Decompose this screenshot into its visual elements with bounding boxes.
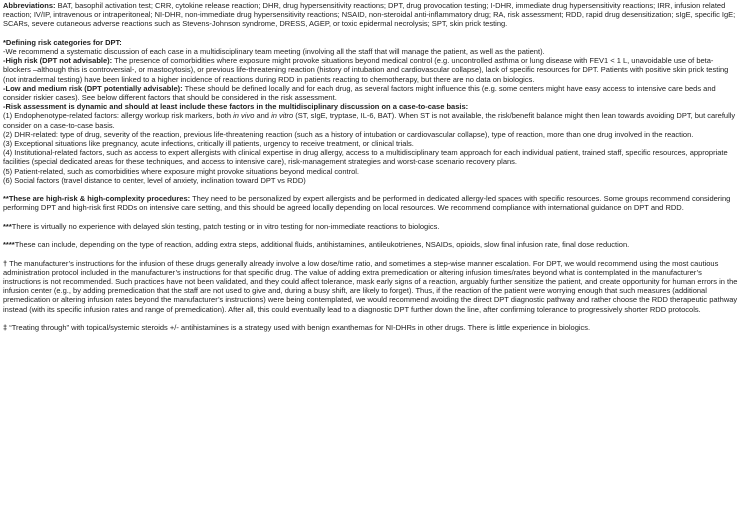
- low-medium-risk-text: These should be defined locally and for each drug, as several factors might influence this (e.g. some centers might have easy access to intensive care beds and consider riskier cases). See below different factors that should be considered in the risk assessment.: [3, 83, 716, 103]
- spacer: [3, 314, 740, 323]
- double-dagger-text: “Treating through” with topical/systemic steroids +/- antihistamines is a strategy used with benign exanthemas for NI-DHRs in other drugs. There is little experience in biologics.: [7, 323, 591, 333]
- quad-asterisk-note: [3, 240, 740, 249]
- dynamic-risk-heading-text: -Risk assessment is dynamic and should at least include these factors in the multidisciplinary discussion on a case-to-case basis:: [3, 102, 469, 112]
- dynamic-risk-heading: [3, 102, 740, 111]
- risk-categories-heading-text: *Defining risk categories for DPT:: [3, 37, 122, 47]
- spacer: [3, 29, 740, 38]
- factor-1-text-c: (ST, sIgE, tryptase, IL-6, BAT). When ST is not available, the risk/benefit balance might then lean towards avoiding DPT, but carefully consider on a case-to-case basis.: [3, 111, 736, 130]
- spacer: [3, 185, 740, 194]
- factor-6: (6) Social factors (travel distance to center, level of anxiety, inclination toward DPT vs RDD): [3, 175, 306, 185]
- factor-2: (2) DHR-related: type of drug, severity of the reaction, previous life-threatening reaction (such as a history of intubation or cardiovascular collapse), type of reaction, more than one drug involved in the reaction.: [3, 129, 694, 139]
- spacer: [3, 213, 740, 222]
- abbreviations-paragraph: [3, 1, 740, 29]
- high-risk-paragraph: [3, 56, 740, 84]
- quad-asterisk-label: ****: [3, 240, 15, 250]
- dagger-note: [3, 259, 740, 314]
- triple-asterisk-text: There is virtually no experience with delayed skin testing, patch testing or in vitro testing for non-immediate reactions to biologics.: [11, 221, 440, 231]
- factor-4: (4) Institutional-related factors, such as access to expert allergists with clinical expertise in drug allergy, access to a multidisciplinary team approach for each individual patient, trained staff, specific resources, appropriate facilities (special dedicated areas for these techniques, and access to intensive care), risk-management strategies and worst-case scenario recovery plans.: [3, 148, 728, 167]
- mdt-recommendation: -We recommend a systematic discussion of each case in a multidisciplinary team meeting (involving all the staff that will manage the patient, as well as the patient).: [3, 47, 545, 56]
- factor-1-in-vivo: in vivo: [233, 111, 255, 121]
- high-risk-text: The presence of comorbidities where exposure might provoke situations beyond medical control (e.g. uncontrolled asthma or lung disease with FEV1 < 1 L, unavoidable use of beta-blockers –although this is controversial-, or mastocytosis), or previous life-threatening reaction (history of intubation and cardiovascular collapse), lack of specific resources for DPT. Patients with positive skin prick testing (not intradermal testing) have been linked to a higher incidence of reactions during RDD in patients reacting to chemotherapy, but there are no data on biologics.: [3, 56, 729, 84]
- factor-1: [3, 111, 740, 129]
- abbreviations-text: BAT, basophil activation test; CRR, cytokine release reaction; DHR, drug hypersensitivity reactions; DPT, drug provocation testing; I-DHR, immediate drug hypersensitivity reactions; IRR, infusion related reaction; IV/IP, intravenous or intraperitoneal; NI-DHR, non-immediate drug hypersensitivity reactions; NSAID, non-steroidal anti-inflammatory drug; RA, risk assessment; RDD, rapid drug desensitization; sIgE, specific IgE; SCARs, severe cutaneous adverse reactions such as Stevens-Johnson syndrome, DRESS, AGEP, or toxic epidermal necrolysis; SPT, skin prick testing.: [3, 1, 736, 29]
- high-complexity-label: **These are high-risk & high-complexity procedures:: [3, 194, 191, 204]
- factor-5: (5) Patient-related, such as comorbidities where exposure might provoke situations beyond medical control.: [3, 166, 360, 176]
- factor-1-in-vitro: in vitro: [271, 111, 294, 121]
- abbreviations-label: Abbreviations:: [3, 1, 56, 10]
- low-medium-risk-label: -Low and medium risk (DPT potentially advisable):: [3, 83, 183, 93]
- dagger-text: The manufacturer’s instructions for the infusion of these drugs generally already involve a low dose/time ratio, and sometimes a step-wise manner escalation. For DPT, we would recommend using the most cautious administration protocol included in the manufacturer’s instructions for that specific drug. The value of adding extra premedication or altering infusion times/rates beyond what is contemplated in the manufacturer’s instructions is not recommended. Such practices have not been validated, and they could affect tolerance, mask early signs of a reaction, arguably further sensitize the patient, and create opportunity for human errors in the infusion center (e.g., by adding premedication that the staff are not used to give and, during a busy shift, are likely to forget). Thus, if the reaction of the patient were worrying enough that such measures (additional premedication or altering infusion rates beyond the manufacturer’s instructions) were being contemplated, we would recommend avoiding the direct DPT diagnostic pathway and rather choose the RDD therapeutic pathway instead (with its specific infusion rates and range of premedication). After all, this could eventually lead to a diagnostic DPT further down the line, after confirming tolerance to progressively shorter RDD protocols.: [3, 258, 738, 314]
- double-dagger-label: ‡: [3, 323, 8, 333]
- double-dagger-note: [3, 323, 740, 332]
- spacer: [3, 249, 740, 258]
- factor-3: (3) Exceptional situations like pregnancy, acute infections, critically ill patients, urgency to receive treatment, or clinical trials.: [3, 139, 414, 149]
- factor-1-text-a: (1) Endophenotype-related factors: allergy workup risk markers, both: [3, 111, 234, 121]
- quad-asterisk-text: These can include, depending on the type of reaction, adding extra steps, additional fluids, antihistamines, antileukotrienes, NSAIDs, opioids, slow final infusion rate, final dose reduction.: [14, 240, 630, 250]
- spacer: [3, 231, 740, 240]
- triple-asterisk-note: [3, 222, 740, 231]
- high-complexity-text: They need to be personalized by expert allergists and be performed in dedicated allergy-led spaces with specific resources. Some groups recommend considering performing DPT and high-risk first RDDs on intensive care setting, and this should be agreed locally depending on local resources. We recommend compliance with international guidance on DPT and RDD.: [3, 194, 731, 213]
- low-medium-risk-paragraph: [3, 84, 740, 102]
- risk-categories-heading: [3, 38, 740, 47]
- factor-1-text-b: and: [254, 111, 272, 121]
- high-complexity-note: [3, 194, 740, 212]
- triple-asterisk-label: ***: [3, 221, 12, 231]
- dagger-label: †: [3, 258, 8, 268]
- high-risk-label: -High risk (DPT not advisable):: [3, 56, 113, 66]
